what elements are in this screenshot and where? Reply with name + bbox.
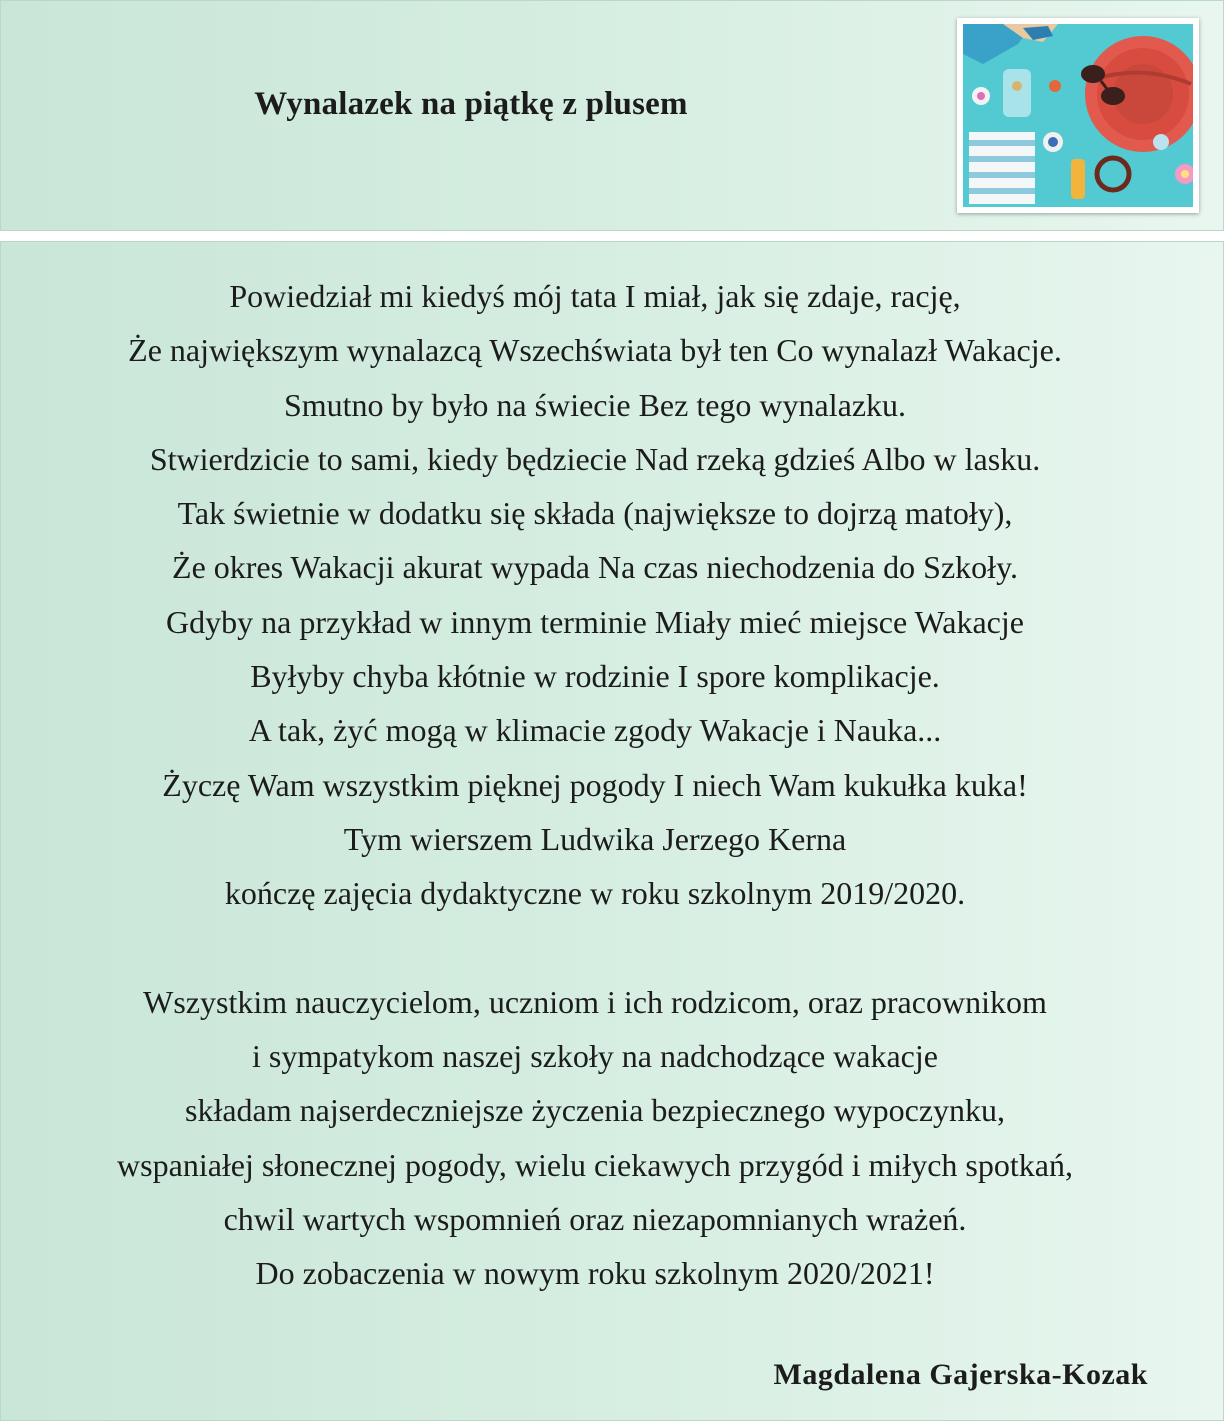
wishes-line: składam najserdeczniejsze życzenia bezpiecznego wypoczynku, [184, 1092, 1006, 1129]
wishes-line: wspaniałej słonecznej pogody, wielu ciekawych przygód i miłych spotkań, [117, 1146, 1073, 1183]
summer-beach-items-image [963, 24, 1193, 207]
header-panel [0, 0, 1224, 231]
poem-line: A tak, żyć mogą w klimacie zgody Wakacje i Nauka... [248, 712, 942, 749]
wishes-line: Do zobaczenia w nowym roku szkolnym 2020/2021! [255, 1255, 935, 1292]
poem-text [0, 269, 1190, 1301]
wishes-line: i sympatykom naszej szkoły na nadchodzące wakacje [252, 1038, 938, 1075]
wishes-line: Wszystkim nauczycielom, uczniom i ich rodzicom, oraz pracownikom [143, 983, 1047, 1020]
poem-line: Tym wierszem Ludwika Jerzego Kerna [343, 820, 847, 857]
poem-line: Smutno by było na świecie Bez tego wynalazku. [283, 386, 907, 423]
poem-line: Że okres Wakacji akurat wypada Na czas niechodzenia do Szkoły. [172, 549, 1018, 586]
poem-line: Stwierdzicie to sami, kiedy będziecie Nad rzeką gdzieś Albo w lasku. [149, 440, 1041, 477]
poem-line: Byłyby chyba kłótnie w rodzinie I spore komplikacje. [250, 658, 940, 695]
poem-line: Tak świetnie w dodatku się składa (największe to dojrzą matoły), [177, 495, 1013, 532]
summer-beach-photo [957, 18, 1199, 213]
poem-line: kończę zajęcia dydaktyczne w roku szkolnym 2019/2020. [224, 875, 966, 912]
poem-line: Że największym wynalazcą Wszechświata był ten Co wynalazł Wakacje. [128, 332, 1062, 369]
poem-line: Życzę Wam wszystkim pięknej pogody I niech Wam kukułka kuka! [162, 766, 1028, 803]
poem-line: Gdyby na przykład w innym terminie Miały mieć miejsce Wakacje [166, 603, 1024, 640]
page-title: Wynalazek na piątkę z plusem [254, 86, 688, 122]
poem-line: Powiedział mi kiedyś mój tata I miał, jak się zdaje, rację, [229, 278, 961, 314]
signature: Magdalena Gajerska-Kozak [773, 1358, 1148, 1391]
paragraph-gap [0, 921, 1190, 975]
wishes-line: chwil wartych wspomnień oraz niezapomnianych wrażeń. [223, 1201, 967, 1238]
